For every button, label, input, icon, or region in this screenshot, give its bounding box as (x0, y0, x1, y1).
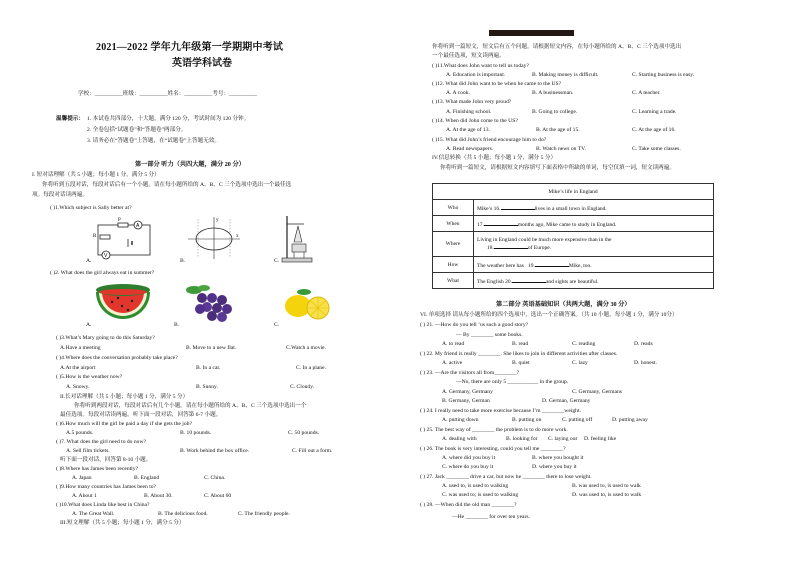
q21-option-c: C. reading (572, 341, 596, 347)
q27-option-b: B. was used to, is used to walk (572, 483, 641, 489)
q23-option-d: D. German, Germany (542, 398, 591, 404)
blank-17[interactable] (484, 220, 518, 226)
q6-option-c: C. 50 pounds. (288, 430, 320, 436)
blank-19[interactable] (535, 261, 569, 267)
table-key: What (433, 273, 474, 289)
q13-option-a: A. Finishing school. (446, 109, 492, 115)
table-text: 18. (487, 245, 494, 251)
q12-option-a: A. A cook. (446, 90, 470, 96)
q7-option-a: A. Sell film tickets. (66, 448, 110, 454)
watermelon-image (94, 282, 152, 324)
q24-option-a: A. putting down (442, 417, 479, 423)
note-3: 3. 请务必在“答题卷”上答题，在“试题卷”上答题无效。 (87, 138, 220, 144)
question-23-reply: —No, there are only 5 ___________ in the group. (456, 379, 569, 385)
part1-heading: 第一部分 听力（共四大题，满分 20 分） (135, 161, 245, 168)
section3-heading: III.短文理解（共 5 小题；每小题 1 分，满分 5 分） (60, 520, 185, 526)
question-9: ( )9.How many countries has James been to? (56, 484, 157, 490)
q10-option-b: B. The delicious food. (158, 511, 208, 517)
redacted-bar (489, 30, 574, 36)
question-4: ( )4.Where does the conversation probably take place? (56, 355, 178, 361)
section3-instruction-2: 一个最佳选项，短文读两遍。 (432, 53, 505, 59)
q1-option-c: C. (274, 258, 280, 264)
q11-option-a: A. Education is important. (446, 72, 506, 78)
q27-option-d: D. was used to, is used to walk (572, 492, 642, 498)
q25-option-d: D. feeling like (584, 436, 617, 442)
q11-option-c: C. Starting business is easy. (632, 72, 695, 78)
q4-option-c: C. In a plane. (296, 365, 326, 371)
q2-option-c: C. (274, 322, 280, 328)
question-11: ( )11.What does John want to tell us today? (432, 63, 529, 69)
table-row (433, 200, 714, 216)
table-key: Where (433, 232, 474, 257)
table-title: Mike’s life in England (433, 184, 714, 200)
table-key: Who (433, 200, 474, 216)
q14-option-a: A. At the age of 13. (446, 127, 490, 133)
q8-option-c: C. China. (204, 475, 226, 481)
q15-option-b: B. Watch news on TV. (536, 146, 586, 152)
table-text: of Europe. (527, 245, 552, 251)
question-28-reply: —He ________ for over ten years. (452, 514, 530, 520)
q7-option-b: B. Work behind the box office. (180, 448, 250, 454)
section1-instruction-2: 项。每段对话读两遍。 (32, 192, 88, 198)
q6-option-a: A.5 pounds. (66, 430, 94, 436)
section3-instruction: 你将听到一篇短文，短文后有五个问题。请根据短文内容，在每小题所给的 A、B、C 三个选项中选出 (432, 44, 682, 50)
question-3: ( )3.What’s Mary going to do this Saturday? (56, 335, 155, 341)
table-row (433, 216, 714, 232)
table-row (433, 273, 714, 289)
q25-option-b: B. looking for (506, 436, 538, 442)
q25-option-a: A. dealing with (442, 436, 477, 442)
table-key: How (433, 257, 474, 273)
q12-option-b: B. A businessman. (532, 90, 574, 96)
table-text: The weather here has (477, 262, 524, 269)
q2-option-b: B. (174, 322, 180, 328)
question-1: ( )1.Which subject is Sally better at? (50, 205, 132, 211)
q22-option-c: C. lazy (572, 360, 588, 366)
question-2: ( )2. What does the girl always eat in summer? (50, 270, 155, 276)
q10-option-a: A. The Great Wall. (72, 511, 115, 517)
q24-option-b: B. putting on (512, 417, 542, 423)
q4-option-b: B. In a car. (196, 365, 221, 371)
question-26: ( ) 26. The book is very interesting, could you tell me ________? (420, 446, 566, 452)
table-text: 19. (528, 262, 535, 269)
q9-option-c: C. About 60 (204, 493, 232, 499)
table-value (474, 273, 714, 289)
q21-option-b: B. read (512, 341, 529, 347)
q25-option-c: C. laying out (548, 436, 578, 442)
svg-text:x: x (236, 234, 239, 239)
table-value (474, 216, 714, 232)
q11-option-b: B. Making money is difficult. (532, 72, 599, 78)
question-23: ( ) 23. —Are the visitors all from________? (420, 370, 520, 376)
q27-option-a: A. used to, is used to walking (442, 483, 509, 489)
blank-20[interactable] (512, 277, 546, 283)
section4-instruction: 你将听到一篇短文，请根据短文内容填写下面表格中所缺的单词，每空仅填一词，短文读两遍。 (440, 165, 675, 171)
q7-option-c: C. Fill out a form. (292, 448, 333, 454)
ellipse-graph-image (184, 215, 242, 261)
question-24: ( ) 24. I really need to take more exercise because I’m ________weight. (420, 408, 581, 414)
section1-instruction: 你将听到五段对话，每段对话后有一个小题。请在每小题所给的 A、B、C 三个选项中选出一个最佳选 (42, 182, 292, 188)
question-25: ( ) 25. The best way of ________ the problem is to do more work. (420, 427, 568, 433)
info-table (432, 183, 714, 289)
question-8: ( )8.Where has James been recently? (56, 466, 138, 472)
question-27: ( ) 27. Jack ________ drive a car, but now he ________ there to lose weight. (420, 474, 592, 480)
q14-option-c: C. At the age of 16. (632, 127, 676, 133)
section6-heading: VI. 单项选择 请从每小题所给的四个选项中，选出一个正确答案。（共 10 小题，每小题 1 分，满分 10分） (420, 312, 678, 318)
q13-option-c: C. Learning a trade. (632, 109, 677, 115)
notes-label: 温馨提示： (56, 116, 84, 122)
question-5: ( )5.How is the weather now? (56, 374, 123, 380)
exam-title: 2021—2022 学年九年级第一学期期中考试 (96, 42, 284, 53)
note-1: 1. 本试卷共四部分，十大题，满分 120 分，考试时间为 120 分钟。 (87, 116, 250, 122)
q1-option-a: A. (86, 258, 92, 264)
svg-text:y: y (216, 218, 219, 223)
section2-heading: II.长对话理解（共 5 小题；每小题 1 分，满分 5 分） (60, 394, 189, 400)
section2-instruction-3: 听下面一段对话，回答第 8-10 小题。 (60, 457, 152, 463)
q6-option-b: B. 10 pounds. (180, 430, 212, 436)
section2-instruction-2: 最佳选项。每段对话读两遍。听下面一段对话，回答第 6-7 小题。 (60, 412, 222, 418)
svg-text:R: R (93, 234, 97, 239)
q26-option-d: D. where you buy it (532, 464, 577, 470)
blank-16[interactable] (501, 204, 535, 210)
table-value (474, 257, 714, 273)
table-text: months ago, Mike came to study in England. (517, 221, 617, 228)
q8-option-b: B. England (134, 475, 160, 481)
lab-apparatus-image (278, 212, 320, 264)
q26-option-b: B. where you bought it (532, 455, 584, 461)
question-13: ( )13. What made John very proud? (432, 99, 512, 105)
q5-option-a: A. Snowy. (66, 384, 90, 390)
question-15: ( )15. What did John’s friend encourage him to do? (432, 137, 547, 143)
table-text: 17. (477, 221, 484, 228)
q23-option-b: B. Germany, German (442, 398, 490, 404)
question-14: ( )14. When did John come to the US? (432, 118, 518, 124)
svg-text:V: V (104, 253, 108, 259)
table-key: When (433, 216, 474, 232)
q4-option-a: A.At the airport (60, 365, 96, 371)
q15-option-a: A. Read newspapers. (446, 146, 494, 152)
table-text: Mike’s 16. (477, 205, 501, 212)
section2-instruction: 你将听到两段对话，每段对话后有几个小题。请在每小题所给的 A、B、C 三个选项中选出一个 (74, 403, 307, 409)
question-6: ( )6.How much will the girl be paid a day if she gets the job? (56, 421, 192, 427)
q13-option-b: B. Going to college. (532, 109, 578, 115)
q22-option-d: D. honest. (634, 360, 657, 366)
q5-option-c: C. Cloudy. (290, 384, 315, 390)
q26-option-a: A. where did you buy it (442, 455, 496, 461)
q26-option-c: C. where do you buy it (442, 464, 494, 470)
q3-option-b: B. Move to a new flat. (186, 345, 237, 351)
question-21-reply: — By ________ some books. (456, 332, 523, 338)
table-text: and sights are beautiful. (545, 278, 599, 285)
q22-option-a: A. active (442, 360, 463, 366)
q24-option-d: D. putting away (612, 417, 648, 423)
q12-option-c: C. A teacher. (632, 90, 661, 96)
q21-option-d: D. reads (634, 341, 653, 347)
q21-option-a: A. to read (442, 341, 465, 347)
svg-text:A: A (136, 223, 140, 229)
table-text: Mike, too. (568, 262, 592, 269)
q14-option-b: B. At the age of 15. (536, 127, 580, 133)
question-7: ( )7. What does the girl need to do now? (56, 439, 146, 445)
q22-option-b: B. quiet (512, 360, 530, 366)
note-2: 2. 全卷包括“试题卷”和“答题卷”两部分。 (87, 127, 187, 133)
question-22: ( ) 22. My friend is really ________. She likes to join in different activities after classes. (420, 351, 618, 357)
q9-option-b: B. About 30. (144, 493, 173, 499)
section1-heading: I. 短对话理解（共 5 小题；每小题 1 分，满分 5 分） (32, 172, 160, 178)
section4-heading: IV.信息转换（共 5 小题；每小题 1 分，满分 5 分） (432, 155, 557, 161)
table-text: The English 20. (477, 278, 512, 285)
table-text: lives in a small town in England. (534, 205, 607, 212)
table-value (474, 200, 714, 216)
q5-option-b: B. Sunny. (196, 384, 218, 390)
table-title-row (433, 184, 714, 200)
q10-option-c: C. The friendly people. (238, 511, 290, 517)
grapes-image (182, 282, 238, 326)
table-value (474, 232, 714, 257)
q23-option-c: C. Germany, Germans (572, 389, 622, 395)
student-info-fields: 学校：__________班级：__________姓名：__________考号：__________ (78, 91, 258, 97)
q3-option-c: C.Watch a movie. (286, 345, 326, 351)
lemon-image (282, 284, 332, 324)
question-10: ( )10.What does Linda like best in China? (56, 502, 150, 508)
circuit-diagram-image (92, 215, 158, 261)
table-text: Living in England could be much more expensive than in the (477, 237, 612, 243)
question-12: ( )12. What did John want to be when he came to the US? (432, 81, 562, 87)
q23-option-a: A. Germany, Germany (442, 389, 493, 395)
q2-option-a: A. (86, 322, 92, 328)
q9-option-a: A. About 1 (72, 493, 97, 499)
part2-heading: 第二部分 英语基础知识（共两大题，满分 30 分） (496, 301, 631, 308)
table-row (433, 232, 714, 257)
question-21: ( ) 21. —How do you tell ’us such a good story? (420, 322, 529, 328)
q1-option-b: B. (180, 258, 186, 264)
question-28: ( ) 28. —When did the old man ________? (420, 502, 517, 508)
svg-text:P: P (118, 218, 121, 223)
q3-option-a: A.Have a meeting (60, 345, 101, 351)
blank-18[interactable] (494, 243, 528, 249)
q24-option-c: C. putting off (562, 417, 593, 423)
table-row (433, 257, 714, 273)
q15-option-c: C. Take some classes. (632, 146, 681, 152)
q8-option-a: A. Japan (72, 475, 92, 481)
q27-option-c: C. was used to; is used to walking (442, 492, 519, 498)
exam-subtitle: 英语学科试卷 (172, 58, 232, 69)
